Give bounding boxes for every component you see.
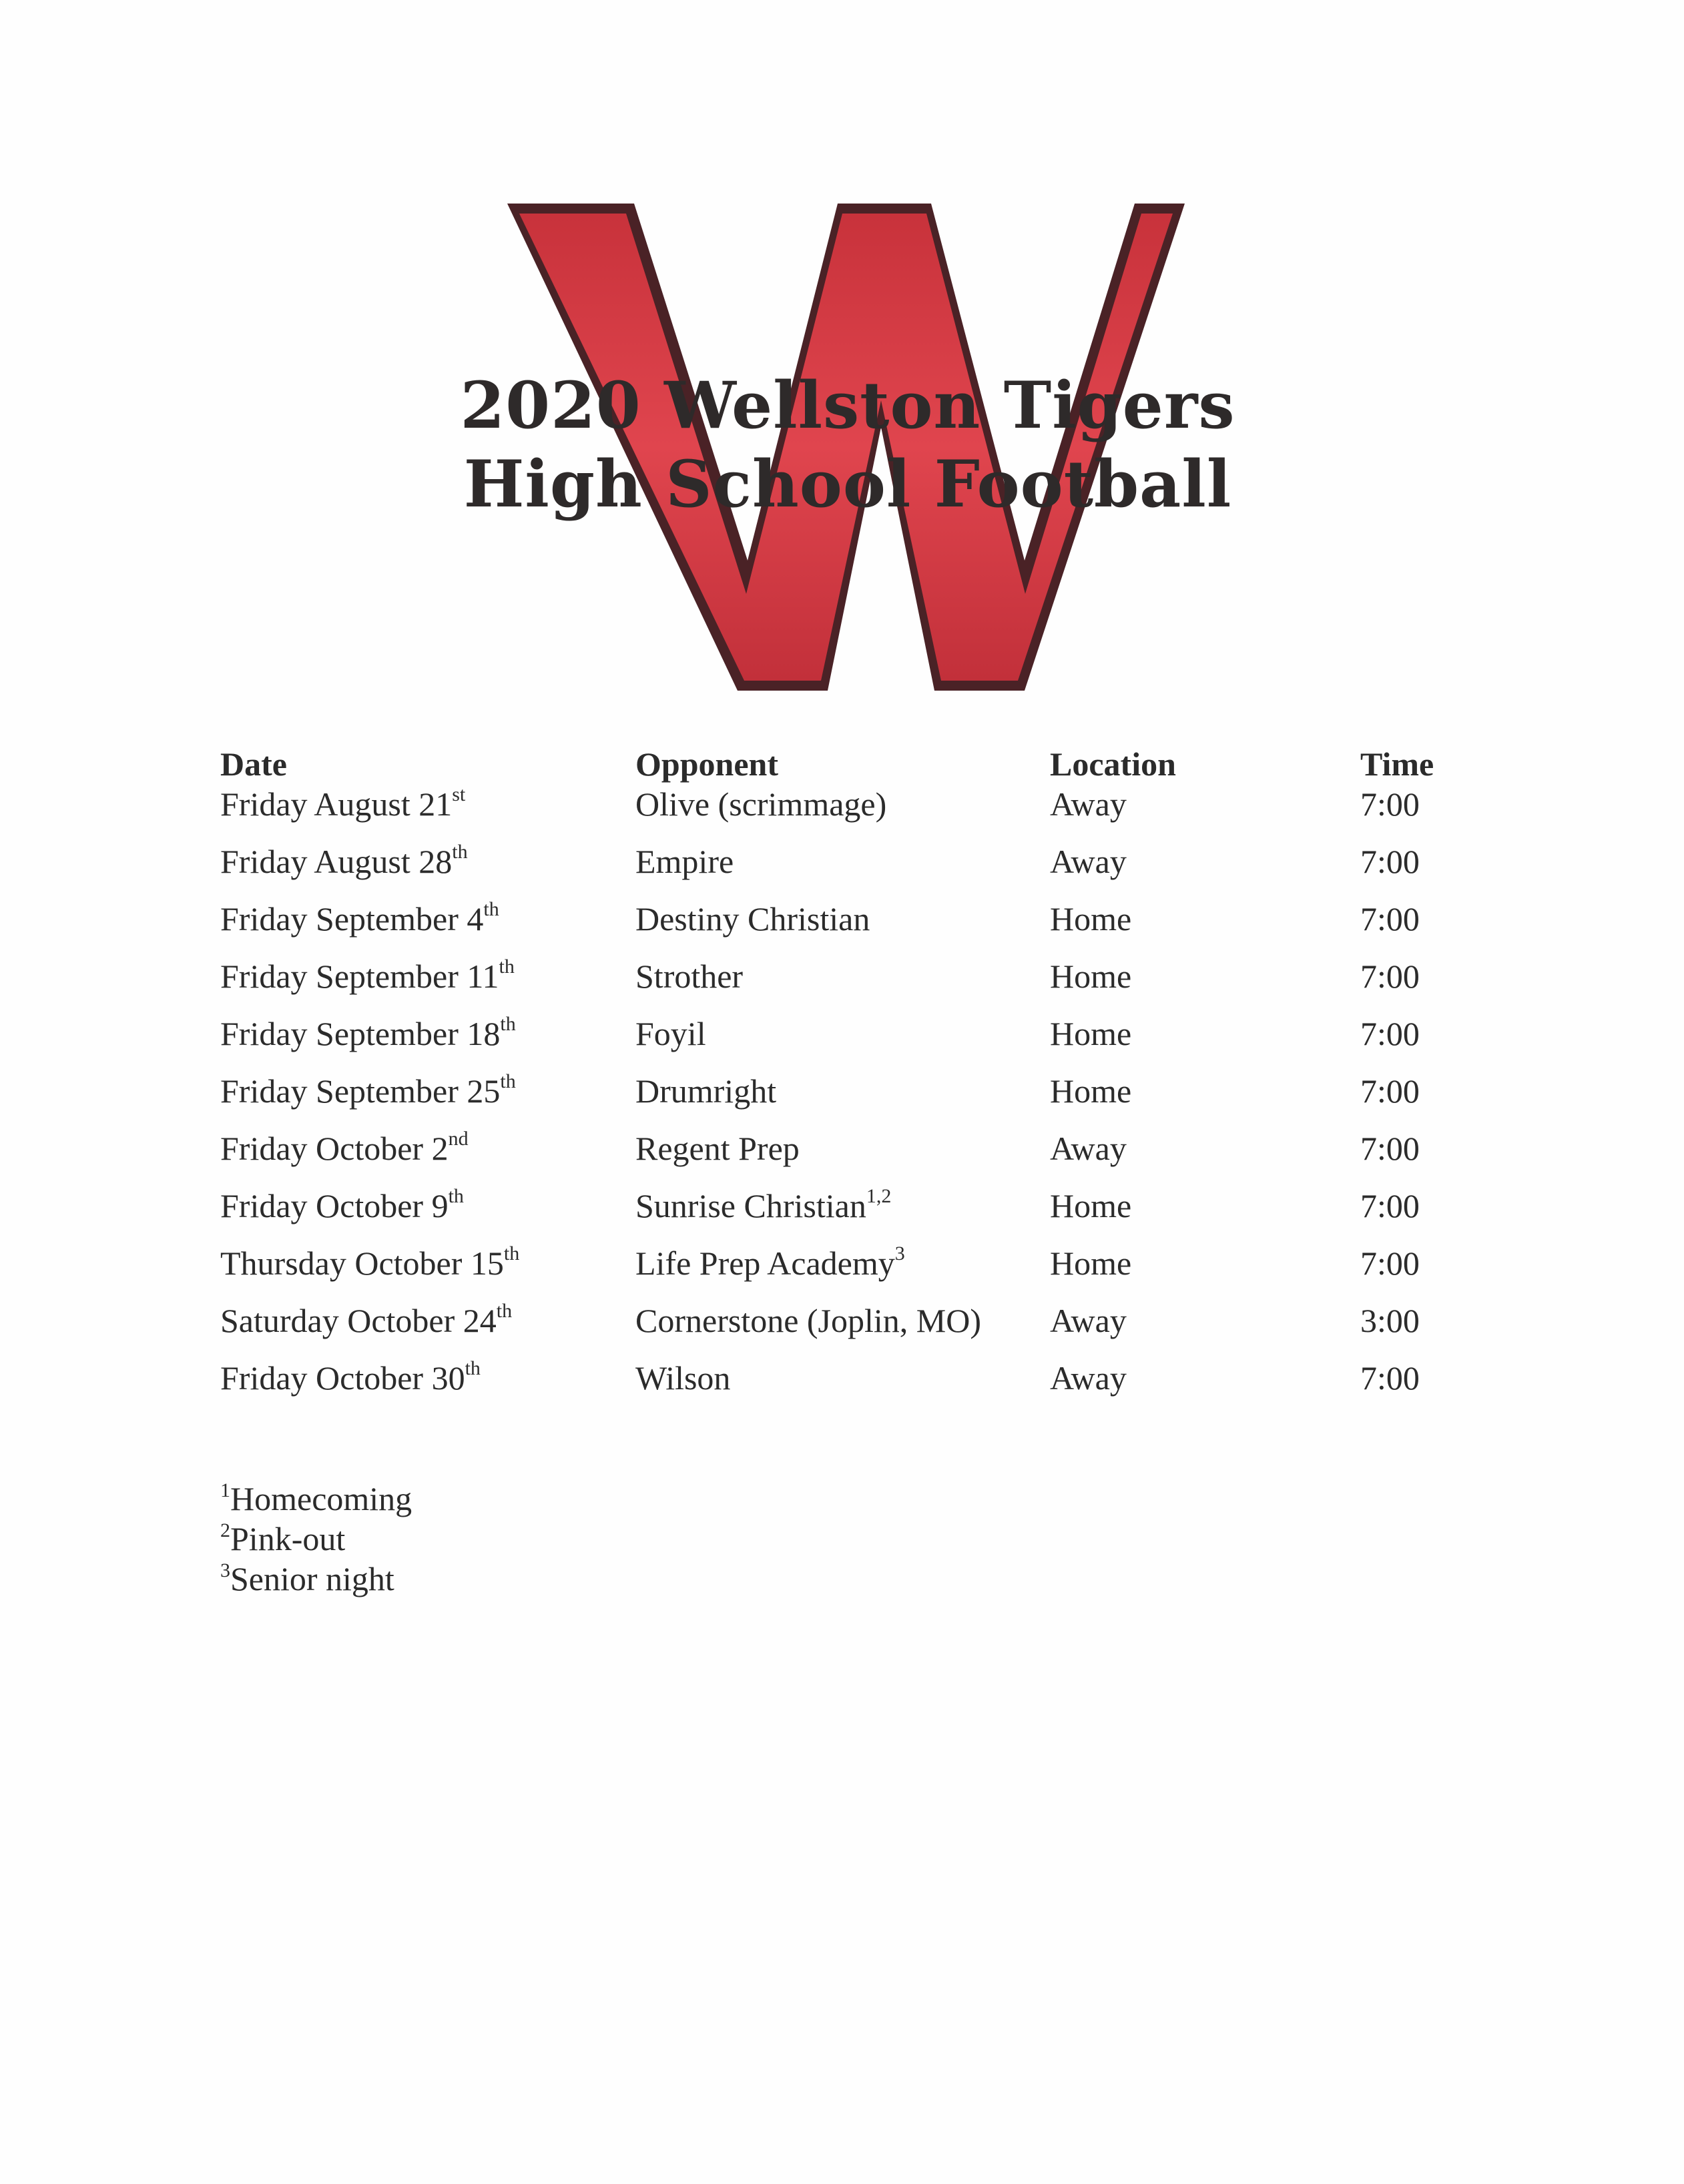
table-row xyxy=(220,898,1488,960)
game-date: Friday September 11th xyxy=(220,956,515,995)
table-row xyxy=(220,1242,1488,1304)
game-location: Away xyxy=(1050,843,1127,880)
game-time: 7:00 xyxy=(1360,843,1420,880)
table-row xyxy=(220,1070,1488,1132)
header-time: Time xyxy=(1360,745,1434,783)
game-date: Friday September 25th xyxy=(220,1070,516,1110)
game-time: 7:00 xyxy=(1360,958,1420,995)
table-row xyxy=(220,1013,1488,1074)
game-date: Thursday October 15th xyxy=(220,1242,520,1282)
game-time: 7:00 xyxy=(1360,900,1420,938)
header-location: Location xyxy=(1050,745,1176,783)
footnote-item: $^1$Homecoming xyxy=(220,1479,412,1517)
game-location: Home xyxy=(1050,1015,1132,1052)
game-date: Friday October 30th xyxy=(220,1357,481,1397)
footnotes xyxy=(220,1479,412,1599)
game-location: Away xyxy=(1050,1302,1127,1339)
header-opponent: Opponent xyxy=(635,745,778,783)
game-opponent: Life Prep Academy$^3$ xyxy=(635,1242,905,1282)
game-location: Home xyxy=(1050,900,1132,938)
game-opponent: Drumright xyxy=(635,1072,777,1110)
game-time: 7:00 xyxy=(1360,1130,1420,1167)
footnote-item: $^2$Pink-out xyxy=(220,1519,346,1557)
game-time: 7:00 xyxy=(1360,785,1420,823)
game-time: 7:00 xyxy=(1360,1015,1420,1052)
game-time: 7:00 xyxy=(1360,1072,1420,1110)
game-opponent: Strother xyxy=(635,958,744,995)
footnote-item: $^3$Senior night xyxy=(220,1559,394,1597)
game-location: Home xyxy=(1050,1187,1132,1224)
game-time: 3:00 xyxy=(1360,1302,1420,1339)
game-location: Away xyxy=(1050,1130,1127,1167)
game-opponent: Wilson xyxy=(635,1359,731,1397)
page-title-line2: High School Football xyxy=(463,446,1232,522)
table-row xyxy=(220,1128,1488,1189)
game-location: Away xyxy=(1050,1359,1127,1397)
game-opponent: Cornerstone (Joplin, MO) xyxy=(635,1302,981,1339)
table-row xyxy=(220,1185,1488,1246)
table-row xyxy=(220,1357,1488,1419)
table-row xyxy=(220,841,1488,902)
game-date: Saturday October 24th xyxy=(220,1300,513,1339)
game-opponent: Destiny Christian xyxy=(635,900,870,938)
game-date: Friday September 18th xyxy=(220,1013,516,1052)
game-location: Away xyxy=(1050,785,1127,823)
header-date: Date xyxy=(220,745,287,783)
game-opponent: Olive (scrimmage) xyxy=(635,785,887,823)
game-opponent: Empire xyxy=(635,843,734,880)
game-date: Friday August 21st xyxy=(220,783,466,823)
game-location: Home xyxy=(1050,1072,1132,1110)
table-row xyxy=(220,783,1488,845)
game-date: Friday September 4th xyxy=(220,898,499,938)
table-row xyxy=(220,1300,1488,1361)
game-opponent: Foyil xyxy=(635,1015,706,1052)
game-location: Home xyxy=(1050,958,1132,995)
table-row xyxy=(220,956,1488,1017)
game-time: 7:00 xyxy=(1360,1359,1420,1397)
game-time: 7:00 xyxy=(1360,1187,1420,1224)
page-title-line1: 2020 Wellston Tigers xyxy=(460,368,1235,443)
game-opponent: Regent Prep xyxy=(635,1130,800,1167)
game-opponent: Sunrise Christian$^{1,2}$ xyxy=(635,1185,892,1224)
game-date: Friday October 9th xyxy=(220,1185,464,1224)
game-location: Home xyxy=(1050,1244,1132,1282)
game-time: 7:00 xyxy=(1360,1244,1420,1282)
game-date: Friday August 28th xyxy=(220,841,468,880)
game-date: Friday October 2nd xyxy=(220,1128,469,1167)
